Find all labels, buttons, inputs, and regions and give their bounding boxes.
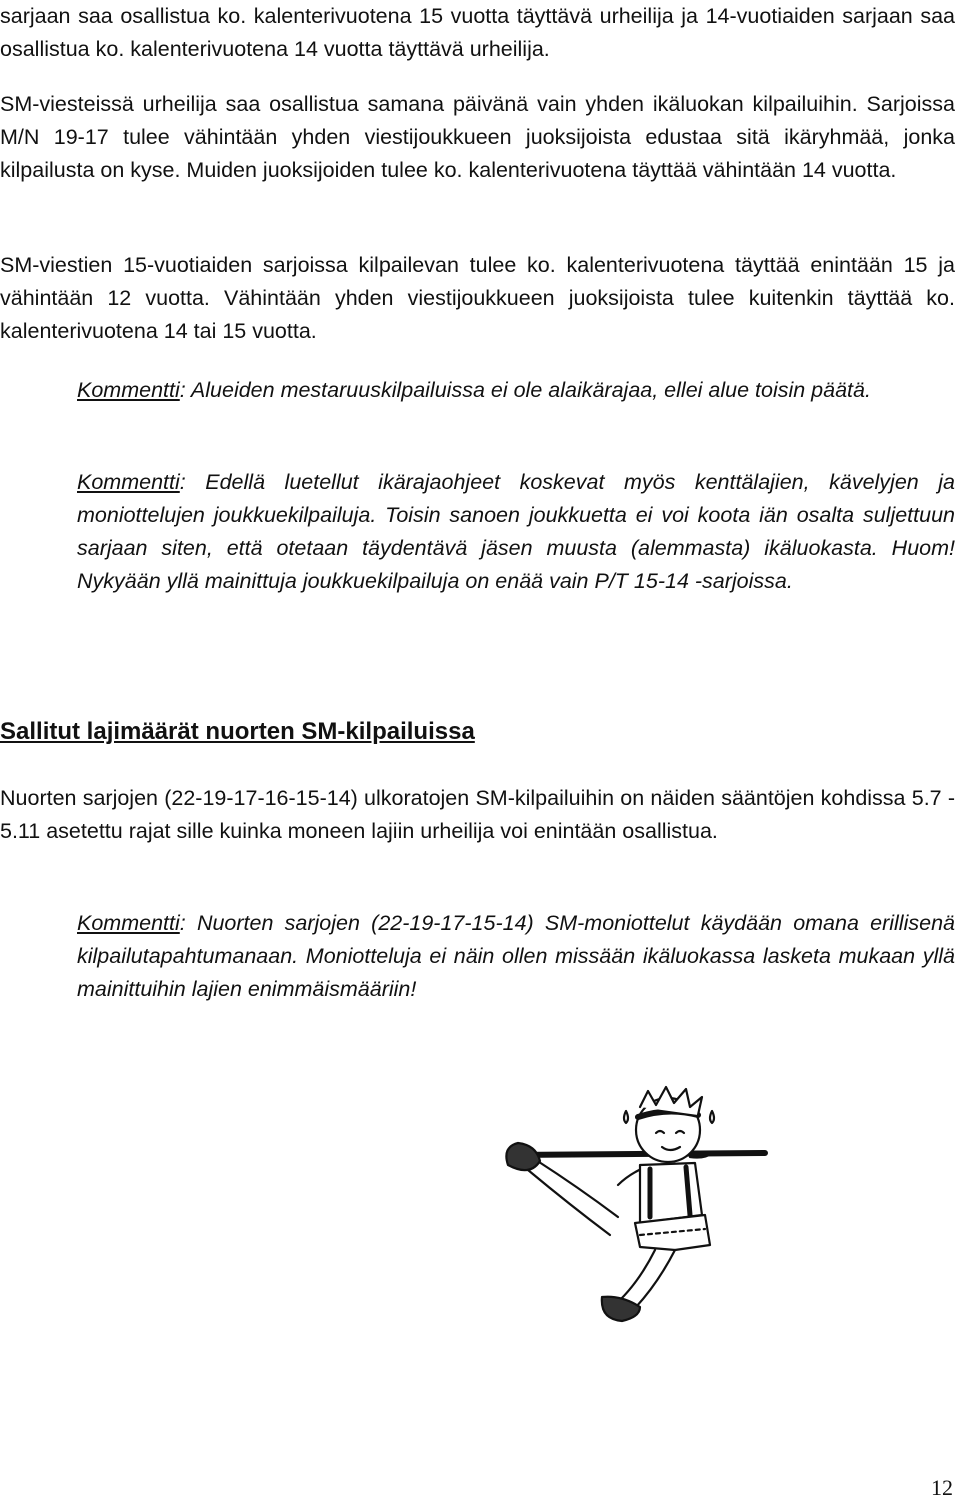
high-kick-athlete-illustration [490,1085,780,1330]
paragraph-age-rules: sarjaan saa osallistua ko. kalenterivuotena 15 vuotta täyttävä urheilija ja 14-vuotiaiden sarjaan saa osallistua ko. kalenterivuotena 14 vuotta täyttävä urheilija. [0,4,955,61]
page-number: 12 [931,1475,953,1500]
comment-text: : Alueiden mestaruuskilpailuissa ei ole alaikärajaa, ellei alue toisin päätä. [179,378,871,402]
comment-combined-events [77,907,955,1006]
comment-label: Kommentti [77,378,180,402]
comment-label: Kommentti [77,911,180,935]
paragraph-relay-15-rules: SM-viestien 15-vuotiaiden sarjoissa kilpailevan tulee ko. kalenterivuotena täyttää enintään 15 ja vähintään 12 vuotta. Vähintään yhden viestijoukkueen juoksijoista tulee kuitenkin täyttää ko. kalenterivuotena 14 tai 15 vuotta. [0,253,955,343]
paragraph-relay-rules: SM-viesteissä urheilija saa osallistua samana päivänä vain yhden ikäluokan kilpailuihin. Sarjoissa M/N 19-17 tulee vähintään yhden viestijoukkueen juoksijoista edustaa sitä ikäryhmää, jonka kilpailusta on kyse. Muiden juoksijoiden tulee ko. kalenterivuotena täyttää vähintään 14 vuotta. [0,92,955,182]
comment-text: : Nuorten sarjojen (22-19-17-15-14) SM-moniottelut käydään omana erillisenä kilpailutapahtumanaan. Moniotteluja ei näin ollen missään ikäluokassa lasketa mukaan yllä mainittuihin lajien enimmäismääriin! [77,911,955,1001]
paragraph-event-limits: Nuorten sarjojen (22-19-17-16-15-14) ulkoratojen SM-kilpailuihin on näiden sääntöjen kohdissa 5.7 - 5.11 asetettu rajat sille kuinka moneen lajiin urheilija voi enintään osallistua. [0,786,955,843]
comment-regional-championships [77,374,955,407]
section-heading: Sallitut lajimäärät nuorten SM-kilpailuissa [0,718,475,745]
comment-team-competitions [77,466,955,598]
comment-label: Kommentti [77,470,180,494]
comment-text: : Edellä luetellut ikärajaohjeet koskevat myös kenttälajien, kävelyjen ja moniottelujen joukkuekilpailuja. Toisin sanoen joukkuetta ei voi koota iän osalta suljettuun sarjaan siten, että otetaan täydentävä jäsen muusta (alemmasta) ikäluokasta. Huom! Nykyään yllä mainittuja joukkuekilpailuja on enää vain P/T 15-14 -sarjoissa. [77,470,955,593]
